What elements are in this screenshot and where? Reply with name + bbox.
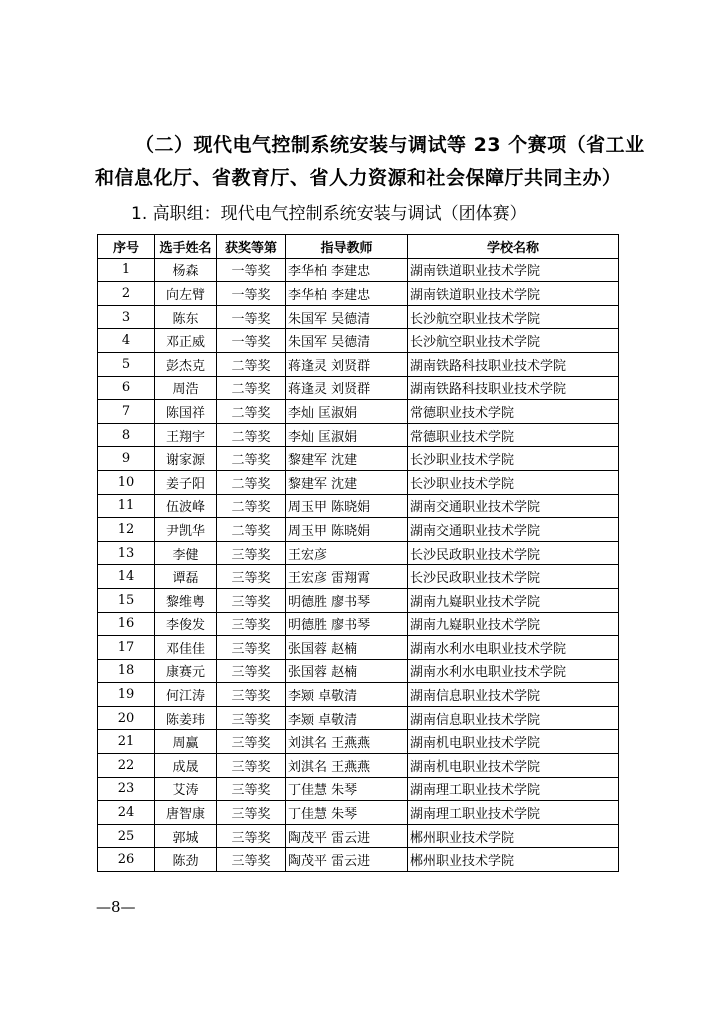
row-serial-number: 18	[98, 659, 155, 683]
row-school-name: 郴州职业技术学院	[408, 824, 619, 848]
row-award-level: 三等奖	[217, 848, 286, 872]
row-award-level: 二等奖	[217, 376, 286, 400]
row-instructor: 蒋逢灵 刘贤群	[286, 352, 408, 376]
row-school-name: 湖南铁道职业技术学院	[408, 258, 619, 282]
row-award-level: 三等奖	[217, 777, 286, 801]
row-instructor: 周玉甲 陈晓娟	[286, 518, 408, 542]
header-award-level: 获奖等第	[217, 235, 286, 259]
row-contestant-name: 艾涛	[155, 777, 217, 801]
row-instructor: 黎建军 沈建	[286, 470, 408, 494]
row-contestant-name: 邓正威	[155, 329, 217, 353]
table-row	[98, 824, 619, 848]
table-row	[98, 329, 619, 353]
row-instructor: 陶茂平 雷云进	[286, 824, 408, 848]
page-number: —8—	[96, 898, 136, 916]
row-award-level: 二等奖	[217, 352, 286, 376]
row-contestant-name: 陈劲	[155, 848, 217, 872]
row-award-level: 一等奖	[217, 282, 286, 306]
row-serial-number: 4	[98, 329, 155, 353]
row-contestant-name: 尹凯华	[155, 518, 217, 542]
row-award-level: 二等奖	[217, 518, 286, 542]
row-serial-number: 23	[98, 777, 155, 801]
section-heading-line-2: 和信息化厅、省教育厅、省人力资源和社会保障厅共同主办）	[95, 167, 622, 189]
row-instructor: 王宏彦	[286, 541, 408, 565]
row-school-name: 湖南信息职业技术学院	[408, 706, 619, 730]
row-school-name: 湖南九嶷职业技术学院	[408, 612, 619, 636]
row-school-name: 湖南理工职业技术学院	[408, 801, 619, 825]
table-row	[98, 400, 619, 424]
row-school-name: 长沙民政职业技术学院	[408, 541, 619, 565]
row-award-level: 一等奖	[217, 258, 286, 282]
table-row	[98, 777, 619, 801]
header-contestant-name: 选手姓名	[155, 235, 217, 259]
row-serial-number: 8	[98, 423, 155, 447]
table-row	[98, 258, 619, 282]
row-contestant-name: 唐智康	[155, 801, 217, 825]
table-row	[98, 683, 619, 707]
row-serial-number: 17	[98, 636, 155, 660]
table-row	[98, 612, 619, 636]
table-row	[98, 447, 619, 471]
row-school-name: 长沙航空职业技术学院	[408, 305, 619, 329]
row-serial-number: 16	[98, 612, 155, 636]
row-contestant-name: 王翔宇	[155, 423, 217, 447]
subsection-heading: 1. 高职组：现代电气控制系统安装与调试（团体赛）	[131, 204, 527, 224]
row-serial-number: 25	[98, 824, 155, 848]
row-award-level: 二等奖	[217, 494, 286, 518]
section-heading	[95, 129, 655, 195]
row-school-name: 湖南交通职业技术学院	[408, 518, 619, 542]
row-instructor: 刘淇名 王燕燕	[286, 730, 408, 754]
row-award-level: 一等奖	[217, 329, 286, 353]
row-award-level: 三等奖	[217, 612, 286, 636]
row-school-name: 湖南铁道职业技术学院	[408, 282, 619, 306]
row-serial-number: 10	[98, 470, 155, 494]
row-instructor: 丁佳慧 朱琴	[286, 801, 408, 825]
row-instructor: 黎建军 沈建	[286, 447, 408, 471]
row-contestant-name: 姜子阳	[155, 470, 217, 494]
awards-table	[97, 234, 619, 872]
row-award-level: 三等奖	[217, 541, 286, 565]
row-school-name: 湖南水利水电职业技术学院	[408, 636, 619, 660]
row-school-name: 湖南机电职业技术学院	[408, 754, 619, 778]
table-row	[98, 305, 619, 329]
table-row	[98, 282, 619, 306]
row-contestant-name: 向左臂	[155, 282, 217, 306]
table-row	[98, 470, 619, 494]
row-serial-number: 9	[98, 447, 155, 471]
row-school-name: 常德职业技术学院	[408, 423, 619, 447]
row-contestant-name: 周浩	[155, 376, 217, 400]
row-instructor: 李华柏 李建忠	[286, 282, 408, 306]
row-instructor: 李颎 卓敬清	[286, 683, 408, 707]
table-row	[98, 801, 619, 825]
row-award-level: 二等奖	[217, 423, 286, 447]
row-award-level: 三等奖	[217, 706, 286, 730]
row-serial-number: 21	[98, 730, 155, 754]
table-row	[98, 352, 619, 376]
row-school-name: 湖南铁路科技职业技术学院	[408, 352, 619, 376]
row-school-name: 湖南水利水电职业技术学院	[408, 659, 619, 683]
table-row	[98, 706, 619, 730]
row-serial-number: 14	[98, 565, 155, 589]
row-school-name: 湖南铁路科技职业技术学院	[408, 376, 619, 400]
row-contestant-name: 谭磊	[155, 565, 217, 589]
table-row	[98, 754, 619, 778]
table-row	[98, 423, 619, 447]
table-row	[98, 541, 619, 565]
row-serial-number: 6	[98, 376, 155, 400]
row-school-name: 湖南九嶷职业技术学院	[408, 588, 619, 612]
awards-table-body	[98, 258, 619, 871]
row-school-name: 长沙民政职业技术学院	[408, 565, 619, 589]
row-school-name: 长沙航空职业技术学院	[408, 329, 619, 353]
row-instructor: 陶茂平 雷云进	[286, 848, 408, 872]
table-row	[98, 588, 619, 612]
row-instructor: 张国蓉 赵楠	[286, 659, 408, 683]
row-instructor: 王宏彦 雷翔霄	[286, 565, 408, 589]
row-serial-number: 13	[98, 541, 155, 565]
row-award-level: 二等奖	[217, 400, 286, 424]
table-row	[98, 518, 619, 542]
row-instructor: 李颎 卓敬清	[286, 706, 408, 730]
section-heading-line-1: （二）现代电气控制系统安装与调试等 23 个赛项（省工业	[135, 134, 645, 156]
row-award-level: 三等奖	[217, 754, 286, 778]
row-serial-number: 5	[98, 352, 155, 376]
row-school-name: 常德职业技术学院	[408, 400, 619, 424]
row-instructor: 明德胜 廖书琴	[286, 588, 408, 612]
row-award-level: 三等奖	[217, 636, 286, 660]
row-award-level: 三等奖	[217, 730, 286, 754]
row-award-level: 三等奖	[217, 565, 286, 589]
row-serial-number: 24	[98, 801, 155, 825]
row-award-level: 三等奖	[217, 659, 286, 683]
row-contestant-name: 伍波峰	[155, 494, 217, 518]
row-serial-number: 7	[98, 400, 155, 424]
row-instructor: 丁佳慧 朱琴	[286, 777, 408, 801]
row-serial-number: 11	[98, 494, 155, 518]
table-row	[98, 376, 619, 400]
row-award-level: 一等奖	[217, 305, 286, 329]
row-serial-number: 1	[98, 258, 155, 282]
table-row	[98, 659, 619, 683]
table-row	[98, 494, 619, 518]
row-school-name: 湖南信息职业技术学院	[408, 683, 619, 707]
row-serial-number: 22	[98, 754, 155, 778]
table-row	[98, 848, 619, 872]
row-contestant-name: 邓佳佳	[155, 636, 217, 660]
row-school-name: 湖南交通职业技术学院	[408, 494, 619, 518]
row-contestant-name: 陈东	[155, 305, 217, 329]
row-instructor: 刘淇名 王燕燕	[286, 754, 408, 778]
row-instructor: 蒋逢灵 刘贤群	[286, 376, 408, 400]
row-award-level: 三等奖	[217, 683, 286, 707]
row-contestant-name: 周赢	[155, 730, 217, 754]
row-school-name: 长沙职业技术学院	[408, 470, 619, 494]
row-contestant-name: 彭杰克	[155, 352, 217, 376]
row-contestant-name: 李健	[155, 541, 217, 565]
row-instructor: 李灿 匡淑娟	[286, 423, 408, 447]
row-school-name: 郴州职业技术学院	[408, 848, 619, 872]
table-row	[98, 565, 619, 589]
row-school-name: 长沙职业技术学院	[408, 447, 619, 471]
row-instructor: 张国蓉 赵楠	[286, 636, 408, 660]
row-instructor: 朱国军 吴德清	[286, 305, 408, 329]
row-contestant-name: 李俊发	[155, 612, 217, 636]
row-contestant-name: 郭城	[155, 824, 217, 848]
row-serial-number: 19	[98, 683, 155, 707]
row-contestant-name: 陈姜玮	[155, 706, 217, 730]
row-contestant-name: 杨森	[155, 258, 217, 282]
header-school-name: 学校名称	[408, 235, 619, 259]
header-instructor: 指导教师	[286, 235, 408, 259]
row-serial-number: 3	[98, 305, 155, 329]
row-contestant-name: 黎维粤	[155, 588, 217, 612]
row-contestant-name: 谢家源	[155, 447, 217, 471]
row-instructor: 李华柏 李建忠	[286, 258, 408, 282]
row-serial-number: 12	[98, 518, 155, 542]
row-instructor: 明德胜 廖书琴	[286, 612, 408, 636]
row-award-level: 二等奖	[217, 470, 286, 494]
row-school-name: 湖南机电职业技术学院	[408, 730, 619, 754]
row-instructor: 李灿 匡淑娟	[286, 400, 408, 424]
row-award-level: 二等奖	[217, 447, 286, 471]
row-serial-number: 26	[98, 848, 155, 872]
table-row	[98, 730, 619, 754]
row-contestant-name: 何江涛	[155, 683, 217, 707]
row-award-level: 三等奖	[217, 801, 286, 825]
row-serial-number: 2	[98, 282, 155, 306]
row-award-level: 三等奖	[217, 588, 286, 612]
table-header-row	[98, 235, 619, 259]
row-serial-number: 20	[98, 706, 155, 730]
row-instructor: 朱国军 吴德清	[286, 329, 408, 353]
row-award-level: 三等奖	[217, 824, 286, 848]
row-school-name: 湖南理工职业技术学院	[408, 777, 619, 801]
row-contestant-name: 成晟	[155, 754, 217, 778]
row-instructor: 周玉甲 陈晓娟	[286, 494, 408, 518]
row-serial-number: 15	[98, 588, 155, 612]
table-row	[98, 636, 619, 660]
row-contestant-name: 康赛元	[155, 659, 217, 683]
header-serial-number: 序号	[98, 235, 155, 259]
row-contestant-name: 陈国祥	[155, 400, 217, 424]
